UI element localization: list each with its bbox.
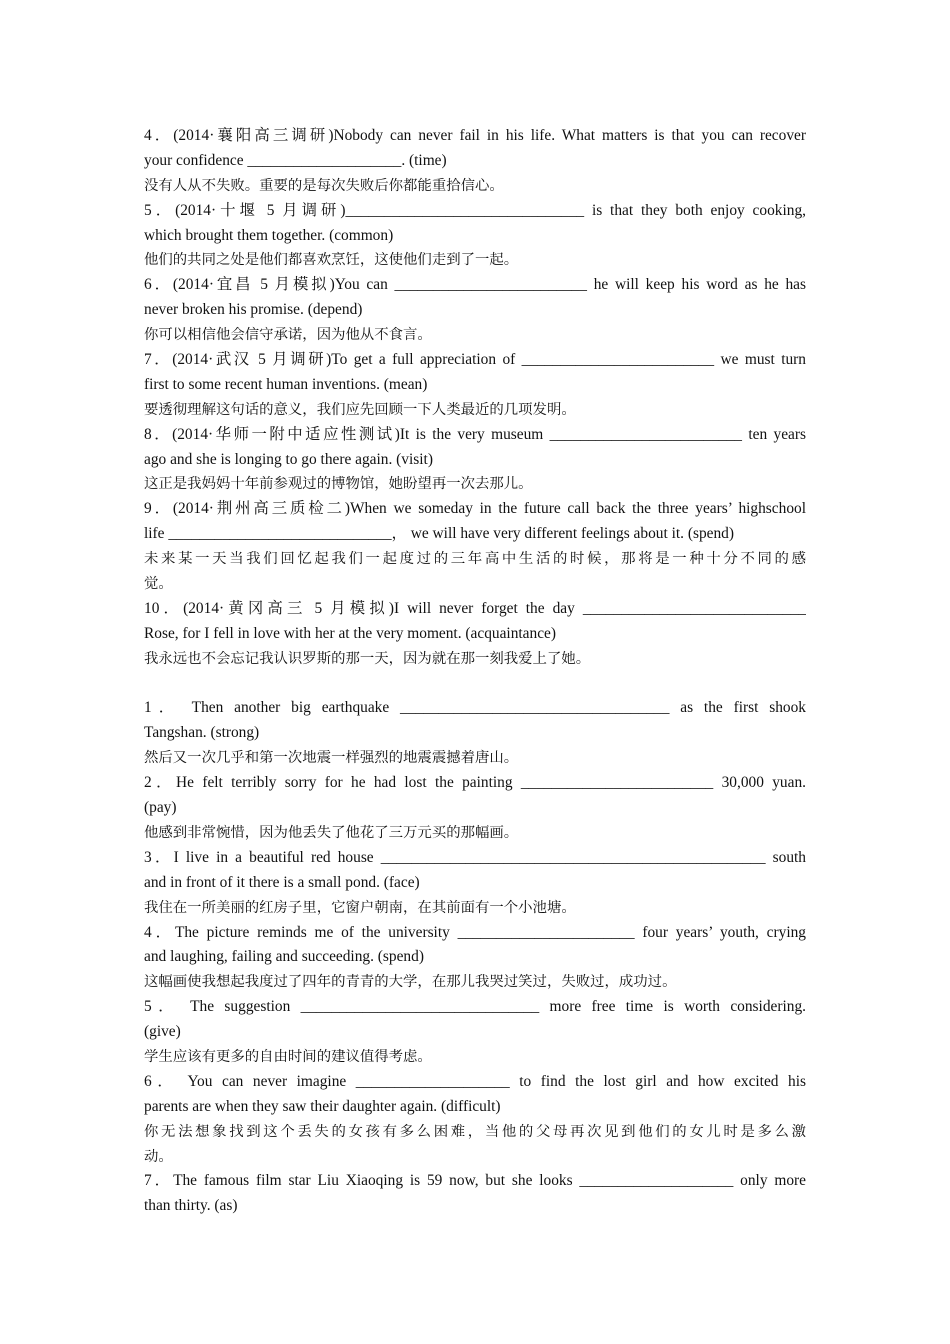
- exercise-item: [144, 921, 806, 996]
- chinese-translation: 未来某一天当我们回忆起我们一起度过的三年高中生活的时候，那将是一种十分不同的感: [144, 551, 806, 568]
- exercise-item: [144, 1070, 806, 1170]
- question-line: Tangshan. (strong): [144, 724, 260, 742]
- question-line: 8．(2014·华师一附中适应性测试)It is the very museum _________________________ ten years: [144, 425, 806, 443]
- question-line: 7．(2014·武汉 5 月调研)To get a full appreciation of _________________________ we must turn: [144, 351, 806, 369]
- chinese-translation: 然后又一次几乎和第一次地震一样强烈的地震震撼着唐山。: [144, 750, 519, 767]
- exercise-item: [144, 124, 806, 199]
- exercise-section-a: [144, 124, 806, 672]
- chinese-translation: 我永远也不会忘记我认识罗斯的那一天，因为就在那一刻我爱上了她。: [144, 650, 591, 667]
- exercise-item: [144, 995, 806, 1070]
- exercise-item: [144, 597, 806, 672]
- chinese-translation: 这正是我妈妈十年前参观过的博物馆，她盼望再一次去那儿。: [144, 476, 533, 493]
- chinese-translation: 动。: [144, 1148, 173, 1165]
- chinese-translation: 他们的共同之处是他们都喜欢烹饪，这使他们走到了一起。: [144, 252, 519, 269]
- question-line: your confidence ____________________. (time): [144, 151, 447, 169]
- chinese-translation: 你无法想象找到这个丢失的女孩有多么困难，当他的父母再次见到他们的女儿时是多么激: [144, 1123, 806, 1140]
- question-line: 4．The picture reminds me of the university _______________________ four years’ youth, crying: [144, 923, 806, 941]
- exercise-item: [144, 497, 806, 597]
- question-line: never broken his promise. (depend): [144, 301, 363, 319]
- exercise-item: [144, 348, 806, 423]
- question-line: and laughing, failing and succeeding. (spend): [144, 948, 424, 966]
- question-line: 6． You can never imagine ____________________ to find the lost girl and how excited his: [144, 1072, 806, 1090]
- question-line: 7．The famous film star Liu Xiaoqing is 59 now, but she looks ____________________ only more: [144, 1172, 806, 1190]
- exercise-item: [144, 423, 806, 498]
- question-line: 5．(2014·十堰 5 月调研)_______________________________ is that they both enjoy cooking,: [144, 201, 806, 219]
- question-line: 2．He felt terribly sorry for he had lost the painting _________________________ 30,000 yuan.: [144, 774, 806, 792]
- question-line: 9．(2014·荆州高三质检二)When we someday in the future call back the three years’ highschool: [144, 500, 806, 518]
- question-line: first to some recent human inventions. (mean): [144, 375, 428, 393]
- question-line: 1． Then another big earthquake ___________________________________ as the first shook: [144, 699, 806, 717]
- chinese-translation: 觉。: [144, 576, 173, 593]
- question-line: 4．(2014·襄阳高三调研)Nobody can never fail in his life. What matters is that you can recover: [144, 127, 806, 144]
- chinese-translation: 这幅画使我想起我度过了四年的青青的大学，在那儿我哭过笑过，失败过，成功过。: [144, 974, 677, 991]
- chinese-translation: 学生应该有更多的自由时间的建议值得考虑。: [144, 1048, 432, 1065]
- exercise-item: [144, 771, 806, 846]
- question-line: (pay): [144, 799, 177, 817]
- chinese-translation: 没有人从不失败。重要的是每次失败后你都能重拾信心。: [144, 177, 504, 194]
- question-line: parents are when they saw their daughter again. (difficult): [144, 1097, 501, 1115]
- question-line: 3．I live in a beautiful red house __________________________________________________ south: [144, 848, 806, 866]
- question-line: (give): [144, 1023, 181, 1041]
- chinese-translation: 要透彻理解这句话的意义，我们应先回顾一下人类最近的几项发明。: [144, 401, 576, 418]
- exercise-item: [144, 1169, 806, 1219]
- exercise-item: [144, 846, 806, 921]
- chinese-translation: 我住在一所美丽的红房子里，它窗户朝南，在其前面有一个小池塘。: [144, 899, 576, 916]
- exercise-section-b: [144, 696, 806, 1219]
- question-line: 6．(2014·宜昌 5 月模拟)You can _________________________ he will keep his word as he has: [144, 276, 806, 294]
- exercise-item: [144, 199, 806, 274]
- question-line: ago and she is longing to go there again. (visit): [144, 450, 433, 468]
- question-line: which brought them together. (common): [144, 226, 394, 244]
- question-line: 5． The suggestion _______________________________ more free time is worth considering.: [144, 998, 806, 1016]
- question-line: and in front of it there is a small pond. (face): [144, 873, 420, 891]
- exercise-item: [144, 273, 806, 348]
- question-line: life _____________________________， we will have very different feelings about it. (spend): [144, 525, 734, 543]
- question-line: Rose, for I fell in love with her at the very moment. (acquaintance): [144, 624, 556, 642]
- document-page: [144, 124, 806, 1219]
- question-line: than thirty. (as): [144, 1197, 238, 1215]
- section-gap: [144, 672, 806, 697]
- chinese-translation: 他感到非常惋惜，因为他丢失了他花了三万元买的那幅画。: [144, 824, 519, 841]
- exercise-item: [144, 696, 806, 771]
- question-line: 10．(2014·黄冈高三 5 月模拟)I will never forget the day _____________________________: [144, 599, 806, 617]
- chinese-translation: 你可以相信他会信守承诺，因为他从不食言。: [144, 327, 432, 344]
